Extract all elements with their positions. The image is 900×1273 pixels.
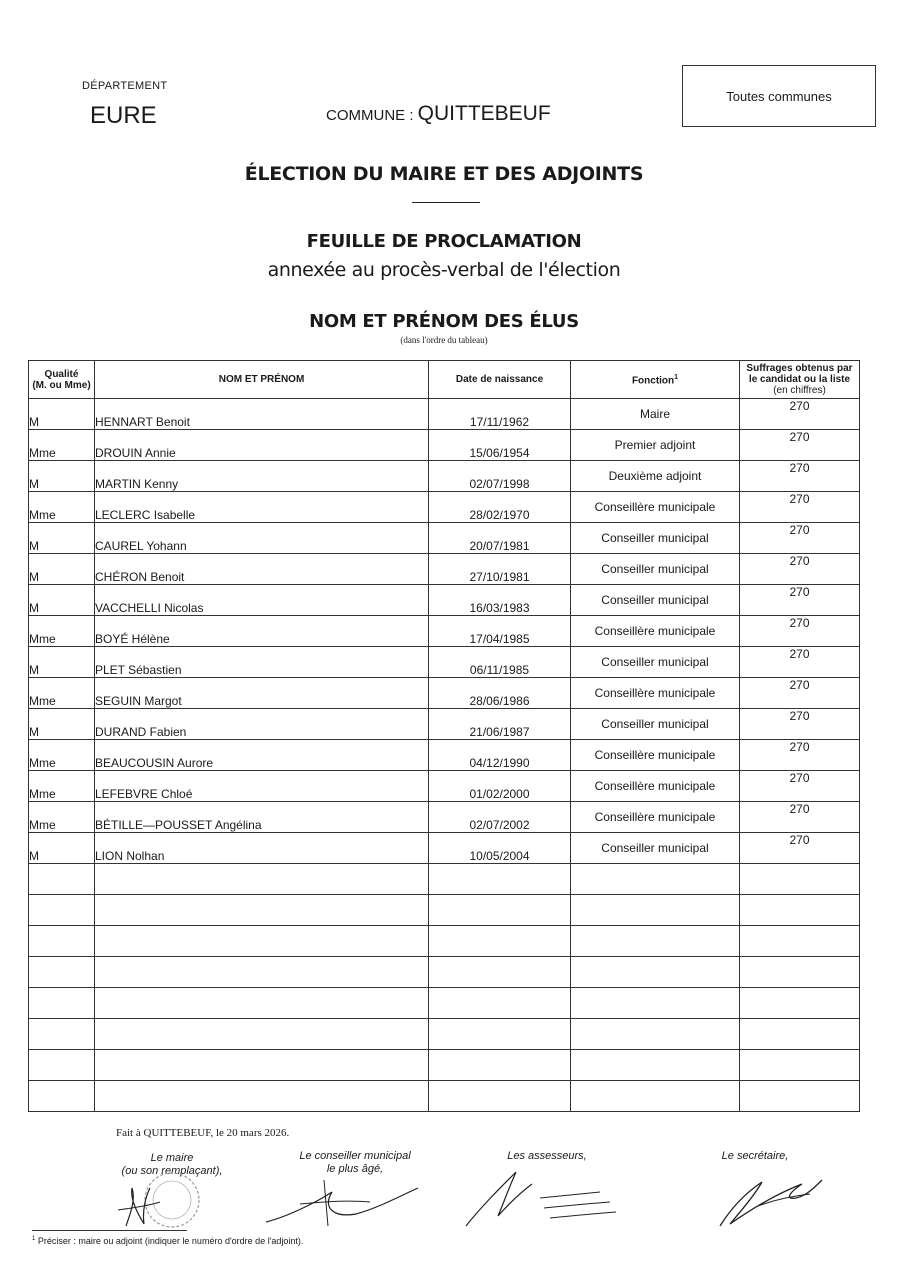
empty-cell	[740, 1019, 860, 1050]
cell-qualite: M	[29, 523, 95, 554]
empty-row	[29, 864, 860, 895]
department-value: EURE	[90, 102, 157, 129]
empty-cell	[571, 895, 740, 926]
cell-suffrages: 270	[740, 492, 860, 523]
footnote-marker: 1	[674, 374, 679, 382]
elected-table	[28, 360, 860, 1112]
annex-subtitle: annexée au procès-verbal de l'élection	[267, 259, 621, 281]
cell-nom: CHÉRON Benoit	[95, 554, 429, 585]
cell-date: 16/03/1983	[429, 585, 571, 616]
header-fonction-label: Fonction	[631, 375, 675, 387]
empty-cell	[29, 895, 95, 926]
footnote	[32, 1236, 303, 1246]
cell-qualite: Mme	[29, 492, 95, 523]
signature-mayor-line1: Le maire	[150, 1152, 194, 1164]
cell-nom: PLET Sébastien	[95, 647, 429, 678]
table-body	[29, 399, 860, 1112]
cell-fonction: Conseiller municipal	[571, 709, 740, 740]
signature-councillor-line2: le plus âgé,	[326, 1163, 384, 1175]
empty-cell	[571, 926, 740, 957]
cell-date: 28/06/1986	[429, 678, 571, 709]
councillor-signature	[260, 1178, 430, 1230]
cell-date: 02/07/1998	[429, 461, 571, 492]
cell-nom: MARTIN Kenny	[95, 461, 429, 492]
header-qualite-line2: (M. ou Mme)	[32, 379, 91, 391]
empty-cell	[95, 957, 429, 988]
empty-cell	[29, 1081, 95, 1112]
cell-nom: LECLERC Isabelle	[95, 492, 429, 523]
empty-cell	[95, 926, 429, 957]
cell-date: 21/06/1987	[429, 709, 571, 740]
cell-suffrages: 270	[740, 554, 860, 585]
cell-nom: VACCHELLI Nicolas	[95, 585, 429, 616]
table-row	[29, 492, 860, 523]
header-suffrages-line2: le candidat ou la liste	[748, 374, 851, 385]
signature-mayor-line2: (ou son remplaçant),	[121, 1165, 223, 1177]
cell-date: 04/12/1990	[429, 740, 571, 771]
empty-cell	[740, 895, 860, 926]
empty-cell	[29, 1050, 95, 1081]
cell-nom: BOYÉ Hélène	[95, 616, 429, 647]
empty-cell	[429, 1081, 571, 1112]
footnote-number: 1	[32, 1236, 36, 1242]
cell-date: 15/06/1954	[429, 430, 571, 461]
header-date: Date de naissance	[429, 361, 571, 399]
empty-cell	[429, 1019, 571, 1050]
cell-nom: DURAND Fabien	[95, 709, 429, 740]
empty-row	[29, 1050, 860, 1081]
table-row	[29, 523, 860, 554]
cell-fonction: Conseiller municipal	[571, 833, 740, 864]
empty-cell	[95, 895, 429, 926]
cell-fonction: Conseiller municipal	[571, 523, 740, 554]
sheet-title: FEUILLE DE PROCLAMATION	[306, 231, 582, 252]
commune-name: QUITTEBEUF	[417, 102, 551, 125]
empty-cell	[29, 864, 95, 895]
table-row	[29, 771, 860, 802]
cell-fonction: Conseillère municipale	[571, 678, 740, 709]
empty-row	[29, 957, 860, 988]
cell-suffrages: 270	[740, 523, 860, 554]
table-row	[29, 399, 860, 430]
cell-date: 20/07/1981	[429, 523, 571, 554]
header-suffrages-line1: Suffrages obtenus par	[746, 363, 853, 374]
cell-suffrages: 270	[740, 678, 860, 709]
empty-row	[29, 926, 860, 957]
cell-qualite: Mme	[29, 616, 95, 647]
elected-heading: NOM ET PRÉNOM DES ÉLUS	[309, 311, 579, 332]
table-row	[29, 430, 860, 461]
cell-fonction: Conseillère municipale	[571, 492, 740, 523]
cell-qualite: M	[29, 709, 95, 740]
cell-qualite: Mme	[29, 740, 95, 771]
empty-row	[29, 1081, 860, 1112]
empty-cell	[740, 1050, 860, 1081]
empty-cell	[429, 957, 571, 988]
empty-cell	[95, 1050, 429, 1081]
empty-cell	[571, 1050, 740, 1081]
header-qualite-line1: Qualité	[44, 368, 79, 380]
empty-cell	[740, 926, 860, 957]
mayor-signature	[108, 1180, 168, 1232]
cell-qualite: M	[29, 833, 95, 864]
empty-cell	[740, 957, 860, 988]
cell-nom: DROUIN Annie	[95, 430, 429, 461]
cell-qualite: M	[29, 461, 95, 492]
header-suffrages-line3: (en chiffres)	[773, 385, 826, 396]
cell-suffrages: 270	[740, 740, 860, 771]
cell-suffrages: 270	[740, 461, 860, 492]
cell-qualite: M	[29, 647, 95, 678]
title-divider	[412, 202, 480, 203]
table-row	[29, 802, 860, 833]
cell-fonction: Conseillère municipale	[571, 771, 740, 802]
empty-cell	[429, 926, 571, 957]
order-note: (dans l'ordre du tableau)	[400, 335, 488, 345]
department-label: DÉPARTEMENT	[82, 80, 168, 92]
signature-councillor-label	[288, 1150, 422, 1176]
header-suffrages	[740, 361, 860, 399]
cell-qualite: M	[29, 554, 95, 585]
cell-fonction: Conseillère municipale	[571, 616, 740, 647]
cell-suffrages: 270	[740, 616, 860, 647]
cell-suffrages: 270	[740, 647, 860, 678]
cell-fonction: Conseiller municipal	[571, 647, 740, 678]
cell-qualite: Mme	[29, 771, 95, 802]
commune-label: COMMUNE :	[326, 107, 414, 124]
empty-row	[29, 988, 860, 1019]
cell-fonction: Maire	[571, 399, 740, 430]
empty-cell	[95, 1019, 429, 1050]
empty-cell	[29, 988, 95, 1019]
empty-cell	[429, 988, 571, 1019]
empty-cell	[571, 1081, 740, 1112]
empty-cell	[95, 988, 429, 1019]
cell-date: 28/02/1970	[429, 492, 571, 523]
table-row	[29, 461, 860, 492]
footnote-text: Préciser : maire ou adjoint (indiquer le numéro d'ordre de l'adjoint).	[37, 1236, 304, 1246]
header-fonction	[571, 361, 740, 399]
empty-cell	[571, 957, 740, 988]
header-nom: NOM ET PRÉNOM	[95, 361, 429, 399]
signature-assessors-label: Les assesseurs,	[507, 1150, 587, 1162]
table-row	[29, 647, 860, 678]
empty-cell	[95, 864, 429, 895]
communes-box	[682, 65, 876, 127]
cell-suffrages: 270	[740, 802, 860, 833]
table-row	[29, 585, 860, 616]
table-header-row	[29, 361, 860, 399]
cell-date: 02/07/2002	[429, 802, 571, 833]
cell-qualite: Mme	[29, 802, 95, 833]
cell-nom: BÉTILLE—POUSSET Angélina	[95, 802, 429, 833]
cell-fonction: Conseiller municipal	[571, 585, 740, 616]
cell-date: 10/05/2004	[429, 833, 571, 864]
table-row	[29, 554, 860, 585]
cell-suffrages: 270	[740, 771, 860, 802]
cell-fonction: Deuxième adjoint	[571, 461, 740, 492]
empty-cell	[29, 957, 95, 988]
commune	[326, 102, 551, 126]
empty-cell	[571, 988, 740, 1019]
cell-fonction: Conseiller municipal	[571, 554, 740, 585]
cell-date: 17/04/1985	[429, 616, 571, 647]
assessors-signature	[460, 1168, 630, 1230]
header-qualite	[29, 361, 95, 399]
signature-councillor-line1: Le conseiller municipal	[299, 1150, 411, 1162]
empty-cell	[29, 1019, 95, 1050]
empty-cell	[740, 988, 860, 1019]
empty-cell	[29, 926, 95, 957]
cell-nom: LION Nolhan	[95, 833, 429, 864]
table-row	[29, 740, 860, 771]
communes-box-label: Toutes communes	[726, 88, 832, 104]
empty-cell	[429, 864, 571, 895]
footnote-rule	[32, 1230, 187, 1231]
empty-cell	[429, 895, 571, 926]
cell-date: 27/10/1981	[429, 554, 571, 585]
cell-fonction: Conseillère municipale	[571, 802, 740, 833]
cell-suffrages: 270	[740, 709, 860, 740]
table-row	[29, 678, 860, 709]
cell-fonction: Conseillère municipale	[571, 740, 740, 771]
cell-qualite: M	[29, 585, 95, 616]
table-row	[29, 833, 860, 864]
cell-nom: CAUREL Yohann	[95, 523, 429, 554]
cell-qualite: Mme	[29, 678, 95, 709]
empty-row	[29, 895, 860, 926]
empty-cell	[429, 1050, 571, 1081]
place-date: Fait à QUITTEBEUF, le 20 mars 2026.	[116, 1127, 290, 1139]
cell-nom: SEGUIN Margot	[95, 678, 429, 709]
cell-suffrages: 270	[740, 399, 860, 430]
empty-cell	[740, 1081, 860, 1112]
cell-date: 06/11/1985	[429, 647, 571, 678]
main-title: ÉLECTION DU MAIRE ET DES ADJOINTS	[244, 163, 644, 185]
cell-suffrages: 270	[740, 585, 860, 616]
empty-cell	[740, 864, 860, 895]
table-row	[29, 616, 860, 647]
cell-fonction: Premier adjoint	[571, 430, 740, 461]
cell-nom: LEFEBVRE Chloé	[95, 771, 429, 802]
cell-qualite: Mme	[29, 430, 95, 461]
secretary-signature	[710, 1170, 830, 1232]
cell-nom: BEAUCOUSIN Aurore	[95, 740, 429, 771]
empty-cell	[95, 1081, 429, 1112]
cell-suffrages: 270	[740, 430, 860, 461]
empty-cell	[571, 864, 740, 895]
cell-nom: HENNART Benoit	[95, 399, 429, 430]
table-row	[29, 709, 860, 740]
cell-suffrages: 270	[740, 833, 860, 864]
empty-row	[29, 1019, 860, 1050]
empty-cell	[571, 1019, 740, 1050]
cell-date: 01/02/2000	[429, 771, 571, 802]
signature-secretary-label: Le secrétaire,	[721, 1150, 789, 1162]
cell-date: 17/11/1962	[429, 399, 571, 430]
cell-qualite: M	[29, 399, 95, 430]
